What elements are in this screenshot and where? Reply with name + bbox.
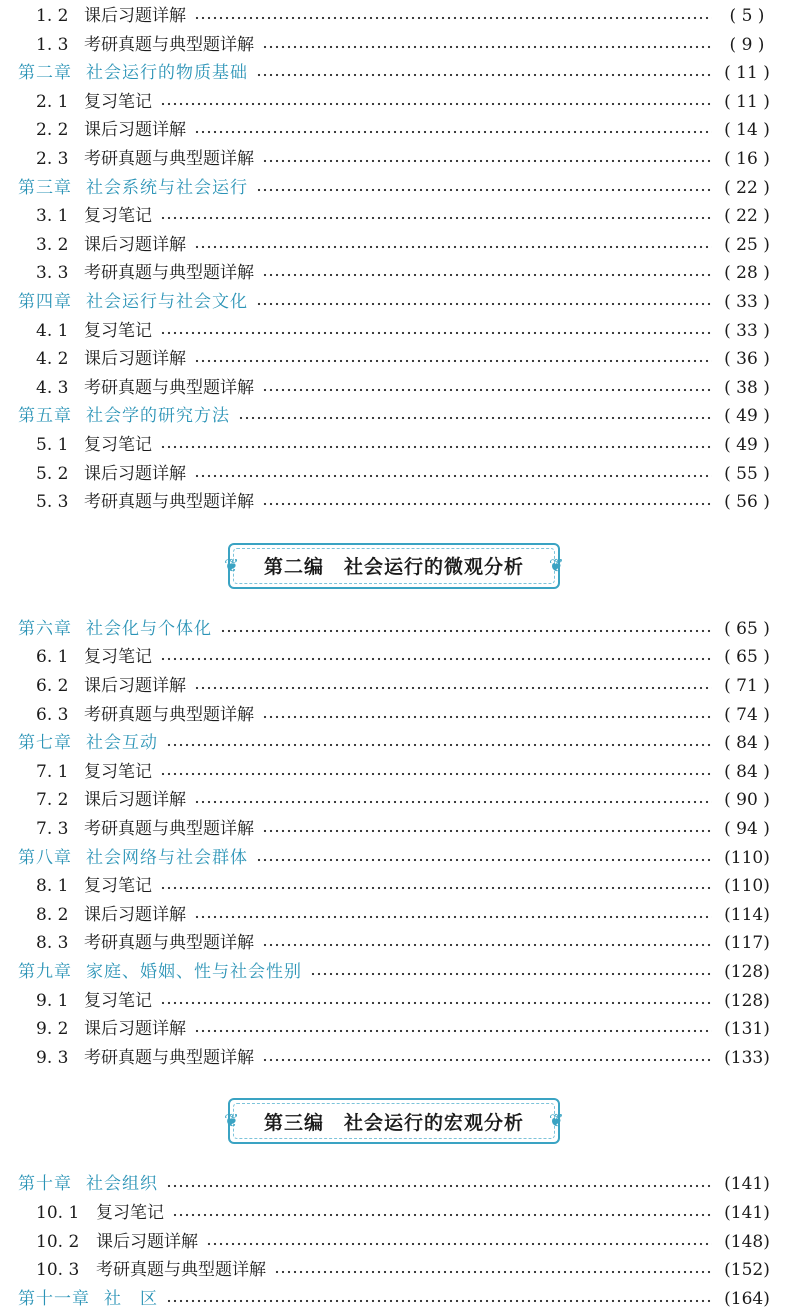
dot-leader xyxy=(262,943,712,947)
part-banner xyxy=(224,543,564,589)
page-number: (148) xyxy=(724,1231,770,1252)
dot-leader xyxy=(166,743,712,747)
toc-section-entry[interactable] xyxy=(0,672,790,700)
toc-section-entry[interactable] xyxy=(0,1256,790,1284)
section-title: 课后习题详解 xyxy=(96,1231,198,1252)
page-number: ( 16 ) xyxy=(724,149,770,169)
toc-section-entry[interactable] xyxy=(0,88,790,116)
part-title: 第二编 社会运行的微观分析 xyxy=(263,556,524,579)
section-title: 复习笔记 xyxy=(84,435,152,455)
toc-section-entry[interactable] xyxy=(0,987,790,1015)
section-title: 复习笔记 xyxy=(84,206,152,227)
page-number: ( 9 ) xyxy=(729,34,765,55)
section-number: 3. 3 xyxy=(36,263,69,284)
section-title: 课后习题详解 xyxy=(84,120,186,141)
dot-leader xyxy=(256,302,712,306)
section-number: 1. 3 xyxy=(36,34,69,55)
dot-leader xyxy=(310,972,712,976)
dot-leader xyxy=(262,273,712,277)
section-title: 课后习题详解 xyxy=(84,463,186,484)
chapter-title: 家庭、婚姻、性与社会性别 xyxy=(86,962,302,982)
toc-chapter-entry[interactable] xyxy=(0,615,790,643)
section-title: 复习笔记 xyxy=(84,320,152,341)
page-number: (128) xyxy=(724,990,770,1011)
chapter-title: 社会组织 xyxy=(86,1174,158,1195)
section-title: 考研真题与典型题详解 xyxy=(84,933,254,954)
section-number: 6. 3 xyxy=(36,704,69,725)
section-title: 课后习题详解 xyxy=(84,349,186,370)
page-number: ( 28 ) xyxy=(724,263,770,284)
toc-section-entry[interactable] xyxy=(0,202,790,230)
swirl-ornament-icon: ❦ xyxy=(224,1110,240,1132)
chapter-number: 第五章 xyxy=(18,406,72,427)
dot-leader xyxy=(220,629,712,633)
toc-chapter-entry[interactable] xyxy=(0,844,790,872)
dot-leader xyxy=(262,388,712,392)
toc-section-entry[interactable] xyxy=(0,1015,790,1043)
page-number: (152) xyxy=(724,1260,770,1281)
toc-section-entry[interactable] xyxy=(0,259,790,287)
dot-leader xyxy=(160,445,712,449)
dot-leader xyxy=(194,1029,712,1033)
toc-chapter-entry[interactable] xyxy=(0,729,790,757)
section-title: 复习笔记 xyxy=(84,91,152,112)
toc-chapter-entry[interactable] xyxy=(0,402,790,430)
section-title: 课后习题详解 xyxy=(84,234,186,255)
page-number: ( 22 ) xyxy=(724,177,770,198)
section-title: 考研真题与典型题详解 xyxy=(84,492,254,513)
chapter-title: 社会网络与社会群体 xyxy=(86,847,248,868)
page-number: ( 11 ) xyxy=(724,91,770,112)
toc-chapter-entry[interactable] xyxy=(0,174,790,202)
toc-section-entry[interactable] xyxy=(0,701,790,729)
page-number: ( 5 ) xyxy=(729,6,765,26)
section-title: 复习笔记 xyxy=(96,1203,164,1223)
chapter-title: 社会运行与社会文化 xyxy=(86,292,248,312)
toc-section-entry[interactable] xyxy=(0,116,790,144)
section-title: 课后习题详解 xyxy=(84,676,186,696)
toc-section-entry[interactable] xyxy=(0,31,790,59)
section-title: 课后习题详解 xyxy=(84,6,186,26)
part-title: 第三编 社会运行的宏观分析 xyxy=(263,1111,524,1134)
page-number: ( 84 ) xyxy=(724,733,770,754)
section-number: 6. 1 xyxy=(36,647,69,668)
dot-leader xyxy=(194,359,712,363)
chapter-title: 社会学的研究方法 xyxy=(86,406,230,427)
dot-leader xyxy=(194,800,712,804)
page-number: ( 14 ) xyxy=(724,120,770,141)
toc-chapter-entry[interactable] xyxy=(0,958,790,986)
chapter-number: 第八章 xyxy=(18,847,72,868)
section-number: 6. 2 xyxy=(36,676,69,696)
section-title: 课后习题详解 xyxy=(84,904,186,925)
toc-section-entry[interactable] xyxy=(0,460,790,488)
section-title: 考研真题与典型题详解 xyxy=(84,1047,254,1068)
page-number: (110) xyxy=(724,876,770,897)
toc-section-entry[interactable] xyxy=(0,901,790,929)
section-number: 9. 3 xyxy=(36,1047,69,1068)
chapter-number: 第七章 xyxy=(18,733,72,754)
section-title: 考研真题与典型题详解 xyxy=(84,263,254,284)
section-number: 10. 1 xyxy=(36,1203,80,1223)
dot-leader xyxy=(194,245,712,249)
chapter-number: 第四章 xyxy=(18,292,72,312)
chapter-title: 社会互动 xyxy=(86,733,158,754)
page-number: ( 11 ) xyxy=(724,63,770,84)
page-number: (141) xyxy=(724,1203,770,1223)
section-number: 5. 2 xyxy=(36,463,69,484)
section-number: 4. 2 xyxy=(36,349,69,370)
section-number: 3. 2 xyxy=(36,234,69,255)
section-number: 10. 3 xyxy=(36,1260,80,1281)
toc-chapter-entry[interactable] xyxy=(0,59,790,87)
dot-leader xyxy=(256,73,712,77)
section-title: 复习笔记 xyxy=(84,647,152,668)
page-number: (117) xyxy=(724,933,770,954)
section-number: 7. 3 xyxy=(36,819,69,839)
toc-section-entry[interactable] xyxy=(0,1228,790,1256)
dot-leader xyxy=(160,331,712,335)
section-number: 10. 2 xyxy=(36,1231,80,1252)
section-number: 7. 1 xyxy=(36,761,69,782)
chapter-number: 第十章 xyxy=(18,1174,72,1195)
page-number: ( 90 ) xyxy=(724,790,770,811)
page-number: ( 36 ) xyxy=(724,349,770,370)
section-number: 5. 3 xyxy=(36,492,69,513)
section-number: 9. 1 xyxy=(36,990,69,1011)
swirl-ornament-icon: ❦ xyxy=(548,555,564,577)
dot-leader xyxy=(160,1001,712,1005)
page-number: ( 56 ) xyxy=(724,492,770,513)
page-number: ( 33 ) xyxy=(724,320,770,341)
page-number: ( 38 ) xyxy=(724,377,770,398)
section-title: 复习笔记 xyxy=(84,990,152,1011)
page-number: (128) xyxy=(724,962,770,982)
toc-section-entry[interactable] xyxy=(0,1044,790,1072)
dot-leader xyxy=(262,829,712,833)
section-title: 考研真题与典型题详解 xyxy=(84,149,254,169)
dot-leader xyxy=(262,159,712,163)
dot-leader xyxy=(206,1242,712,1246)
dot-leader xyxy=(262,715,712,719)
section-number: 2. 1 xyxy=(36,91,69,112)
toc-section-entry[interactable] xyxy=(0,431,790,459)
toc-section-entry[interactable] xyxy=(0,145,790,173)
dot-leader xyxy=(172,1213,712,1217)
dot-leader xyxy=(262,502,712,506)
section-title: 课后习题详解 xyxy=(84,1019,186,1040)
toc-section-entry[interactable] xyxy=(0,643,790,671)
dot-leader xyxy=(166,1184,712,1188)
section-title: 考研真题与典型题详解 xyxy=(96,1260,266,1281)
page-number: ( 33 ) xyxy=(724,292,770,312)
dot-leader xyxy=(262,1058,712,1062)
dot-leader xyxy=(262,45,712,49)
dot-leader xyxy=(274,1270,712,1274)
dot-leader xyxy=(256,858,712,862)
toc-section-entry[interactable] xyxy=(0,758,790,786)
page-number: ( 55 ) xyxy=(724,463,770,484)
section-number: 8. 1 xyxy=(36,876,69,897)
toc-section-entry[interactable] xyxy=(0,317,790,345)
dot-leader xyxy=(194,474,712,478)
dot-leader xyxy=(194,130,712,134)
page-number: ( 49 ) xyxy=(724,406,770,427)
chapter-title: 社会化与个体化 xyxy=(86,618,212,639)
dot-leader xyxy=(194,686,712,690)
page-number: (131) xyxy=(724,1019,770,1040)
toc-chapter-entry[interactable] xyxy=(0,1170,790,1198)
dot-leader xyxy=(256,188,712,192)
section-title: 复习笔记 xyxy=(84,876,152,897)
chapter-number: 第二章 xyxy=(18,63,72,84)
page-number: (110) xyxy=(724,847,770,868)
toc-chapter-entry[interactable] xyxy=(0,288,790,316)
toc-section-entry[interactable] xyxy=(0,488,790,516)
chapter-title: 社 区 xyxy=(104,1288,158,1309)
dot-leader xyxy=(194,16,712,20)
section-title: 考研真题与典型题详解 xyxy=(84,819,254,839)
section-number: 7. 2 xyxy=(36,790,69,811)
section-number: 9. 2 xyxy=(36,1019,69,1040)
toc-chapter-entry[interactable] xyxy=(0,1285,790,1313)
page-number: ( 71 ) xyxy=(724,676,770,696)
page-number: (133) xyxy=(724,1047,770,1068)
section-number: 5. 1 xyxy=(36,435,69,455)
swirl-ornament-icon: ❦ xyxy=(548,1110,564,1132)
toc-section-entry[interactable] xyxy=(0,231,790,259)
page-number: (141) xyxy=(724,1174,770,1195)
dot-leader xyxy=(160,102,712,106)
page-number: ( 74 ) xyxy=(724,704,770,725)
section-number: 2. 2 xyxy=(36,120,69,141)
section-number: 2. 3 xyxy=(36,149,69,169)
section-number: 8. 2 xyxy=(36,904,69,925)
page-number: ( 94 ) xyxy=(724,819,770,839)
toc-section-entry[interactable] xyxy=(0,815,790,843)
part-banner xyxy=(224,1098,564,1144)
chapter-number: 第三章 xyxy=(18,177,72,198)
toc-section-entry[interactable] xyxy=(0,929,790,957)
page-number: ( 84 ) xyxy=(724,761,770,782)
chapter-title: 社会运行的物质基础 xyxy=(86,63,248,84)
page-number: (114) xyxy=(724,904,770,925)
toc-section-entry[interactable] xyxy=(0,374,790,402)
chapter-number: 第十一章 xyxy=(18,1288,90,1309)
section-title: 复习笔记 xyxy=(84,761,152,782)
dot-leader xyxy=(166,1299,712,1303)
section-title: 课后习题详解 xyxy=(84,790,186,811)
section-title: 考研真题与典型题详解 xyxy=(84,377,254,398)
page-number: ( 65 ) xyxy=(724,647,770,668)
section-number: 8. 3 xyxy=(36,933,69,954)
page-number: ( 65 ) xyxy=(724,618,770,639)
toc-section-entry[interactable] xyxy=(0,786,790,814)
chapter-number: 第六章 xyxy=(18,618,72,639)
dot-leader xyxy=(160,216,712,220)
section-title: 考研真题与典型题详解 xyxy=(84,34,254,55)
toc-section-entry[interactable] xyxy=(0,345,790,373)
section-number: 4. 3 xyxy=(36,377,69,398)
section-number: 3. 1 xyxy=(36,206,69,227)
toc-section-entry[interactable] xyxy=(0,872,790,900)
dot-leader xyxy=(238,416,712,420)
section-title: 考研真题与典型题详解 xyxy=(84,704,254,725)
dot-leader xyxy=(194,915,712,919)
page-number: ( 22 ) xyxy=(724,206,770,227)
chapter-title: 社会系统与社会运行 xyxy=(86,177,248,198)
page-number: ( 49 ) xyxy=(724,435,770,455)
toc-section-entry[interactable] xyxy=(0,1199,790,1227)
section-number: 4. 1 xyxy=(36,320,69,341)
dot-leader xyxy=(160,772,712,776)
dot-leader xyxy=(160,657,712,661)
section-number: 1. 2 xyxy=(36,6,69,26)
page-number: ( 25 ) xyxy=(724,234,770,255)
page-number: (164) xyxy=(724,1288,770,1309)
swirl-ornament-icon: ❦ xyxy=(224,555,240,577)
toc-section-entry[interactable] xyxy=(0,2,790,30)
chapter-number: 第九章 xyxy=(18,962,72,982)
dot-leader xyxy=(160,886,712,890)
